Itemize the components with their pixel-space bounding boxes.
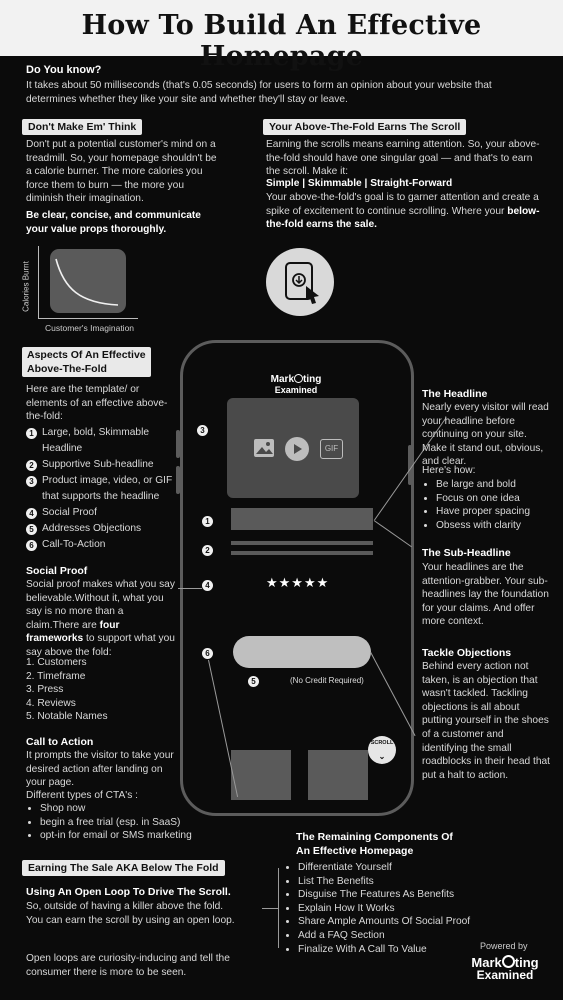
bracket-line [278, 868, 279, 948]
objections-body: Behind every action not taken, is an objection that wasn't tackled. Tackling objections is all about putting yourself in the shoes of a customer and identifying the small roadblocks in their head that put a halt to action. [422, 661, 550, 781]
sub-heading: The Sub-Headline [422, 547, 511, 559]
aspect-num: 1 [26, 428, 37, 439]
calorie-chart-box [50, 249, 126, 313]
headline-block [231, 508, 373, 530]
aspect-num: 6 [26, 540, 37, 551]
aspect-num: 2 [26, 460, 37, 471]
subheadline-line [231, 541, 373, 545]
remaining-item: • Finalize With A Call To Value [298, 943, 514, 957]
aspect-item: Addresses Objections [42, 523, 142, 534]
below-body1: So, outside of having a killer above the fold. You can earn the scroll by using an open loop. [26, 901, 235, 926]
phone-logo: Mark ting Examined [270, 374, 322, 395]
decay-curve-icon [50, 249, 126, 313]
objections-heading: Tackle Objections [422, 647, 512, 659]
remaining-heading: The Remaining Components Of An Effective Homepage [296, 831, 453, 857]
aspect-item: Social Proof [42, 507, 97, 518]
headline-list [422, 478, 557, 532]
chart-y-axis [38, 246, 39, 318]
headline-item: • Focus on one idea [436, 492, 557, 506]
image-icon [253, 438, 275, 463]
marker-2: 2 [202, 545, 213, 556]
headline-item: • Be large and bold [436, 478, 557, 492]
fold-body2: Your above-the-fold's goal is to garner attention and create a spike of excitement to continue scrolling. Where your below-the-fold earns the sale. [266, 192, 540, 231]
social-body: Social proof makes what you say believable.Without it, what you say is no more than a claim.There are four frameworks to support what you say above the fold: [26, 579, 175, 658]
headline-body: Nearly every visitor will read your headline before continuing on your site. Make it stand out, obvious, and clear. [422, 402, 549, 468]
below-fold-block [231, 750, 291, 800]
chart-x-axis [38, 318, 138, 319]
headline-how: Here's how: [422, 465, 476, 476]
connector-line [178, 588, 202, 589]
aspect-item: Supportive Sub-headline [42, 459, 154, 470]
social-item: 3. Press [26, 684, 64, 696]
below-fold-block [308, 750, 368, 800]
below-pill: Earning The Sale AKA Below The Fold [22, 860, 225, 876]
aspects-intro: Here are the template/ or elements of an effective above-the-fold: [26, 384, 168, 423]
sub-body: Your headlines are the attention-grabber. Your sub-headlines lay the foundation for your claims. And offer more context. [422, 562, 549, 628]
marker-1: 1 [202, 516, 213, 527]
aspects-list [26, 425, 174, 553]
play-video-icon [285, 437, 309, 461]
cta-button[interactable] [233, 636, 371, 668]
social-item: 4. Reviews [26, 697, 76, 709]
marker-3: 3 [197, 425, 208, 436]
marker-5: 5 [248, 676, 259, 687]
powered-by: Powered by [480, 941, 528, 951]
cta-item: • opt-in for email or SMS marketing [40, 829, 226, 843]
remaining-item: • Differentiate Yourself [298, 861, 514, 875]
phone-side-button [176, 430, 180, 458]
think-bold: Be clear, concise, and communicate your value props thoroughly. [26, 210, 201, 235]
star-rating: ★★★★★ [266, 575, 330, 590]
marker-4: 4 [202, 580, 213, 591]
logo-o-icon [294, 374, 303, 383]
remaining-item: • Disguise The Features As Benefits [298, 888, 514, 902]
think-pill: Don't Make Em' Think [22, 119, 142, 135]
phone-tap-icon [266, 248, 334, 316]
no-credit-text: (No Credit Required) [290, 676, 364, 685]
gif-icon: GIF [320, 439, 343, 459]
bracket-line [262, 908, 278, 909]
subheadline-line [231, 551, 373, 555]
social-item: 1. Customers [26, 657, 87, 668]
chart-x-label: Customer's Imagination [45, 323, 135, 333]
tap-scroll-icon [266, 248, 334, 316]
social-item: 2. Timeframe [26, 670, 86, 682]
cta-types: Different types of CTA's : [26, 790, 138, 801]
social-item: 5. Notable Names [26, 711, 108, 723]
fold-body1: Earning the scrolls means earning attention. So, your above-the-fold should have one singular goal — and that's to earn the scroll. Make it: [266, 139, 540, 178]
know-body: It takes about 50 milliseconds (that's 0.05 seconds) for users to form an opinion about your website that determines whether they like your site and whether they'll stay or leave. [26, 80, 492, 105]
aspect-num: 5 [26, 524, 37, 535]
remaining-item: • List The Benefits [298, 875, 514, 889]
fold-pill: Your Above-The-Fold Earns The Scroll [263, 119, 466, 135]
social-heading: Social Proof [26, 565, 88, 577]
below-body2: Open loops are curiosity-inducing and tell the consumer there is more to be seen. [26, 953, 230, 978]
aspects-pill: Aspects Of An Effective Above-The-Fold [22, 347, 151, 377]
remaining-item: • Add a FAQ Section [298, 929, 514, 943]
remaining-item: • Share Ample Amounts Of Social Proof [298, 915, 514, 929]
page-title: How To Build An Effective Homepage [81, 10, 482, 72]
below-heading: Using An Open Loop To Drive The Scroll. [26, 886, 231, 898]
footer-logo: Mark ting Examined [471, 955, 539, 982]
know-heading: Do You know? [26, 64, 102, 76]
cta-heading: Call to Action [26, 736, 94, 748]
chart-y-label: Calories Burnt [21, 261, 31, 312]
remaining-item: • Explain How It Works [298, 902, 514, 916]
fold-bold: Simple | Skimmable | Straight-Forward [266, 178, 453, 189]
cta-item: • Shop now [40, 802, 226, 816]
headline-heading: The Headline [422, 388, 488, 400]
aspect-item: Call-To-Action [42, 539, 106, 550]
scroll-badge: SCROLL ⌄ [368, 736, 396, 764]
aspect-num: 4 [26, 508, 37, 519]
logo-o-icon [502, 955, 515, 968]
think-body: Don't put a potential customer's mind on a treadmill. So, your homepage shouldn't be a calorie burner. The more calories you force them to burn — the more you diminish their imagination. [26, 139, 217, 205]
aspect-num: 3 [26, 476, 37, 487]
headline-item: • Obsess with clarity [436, 519, 557, 533]
cta-item: • begin a free trial (esp. in SaaS) [40, 816, 226, 830]
cta-list [26, 802, 226, 843]
aspect-item: Product image, video, or GIF that supports the headline [42, 475, 173, 502]
phone-side-button [176, 466, 180, 494]
social-list [26, 656, 108, 724]
marker-6: 6 [202, 648, 213, 659]
aspect-item: Large, bold, Skimmable Headline [42, 427, 150, 454]
headline-item: • Have proper spacing [436, 505, 557, 519]
cta-body: It prompts the visitor to take your desired action after landing on your page. [26, 750, 174, 789]
